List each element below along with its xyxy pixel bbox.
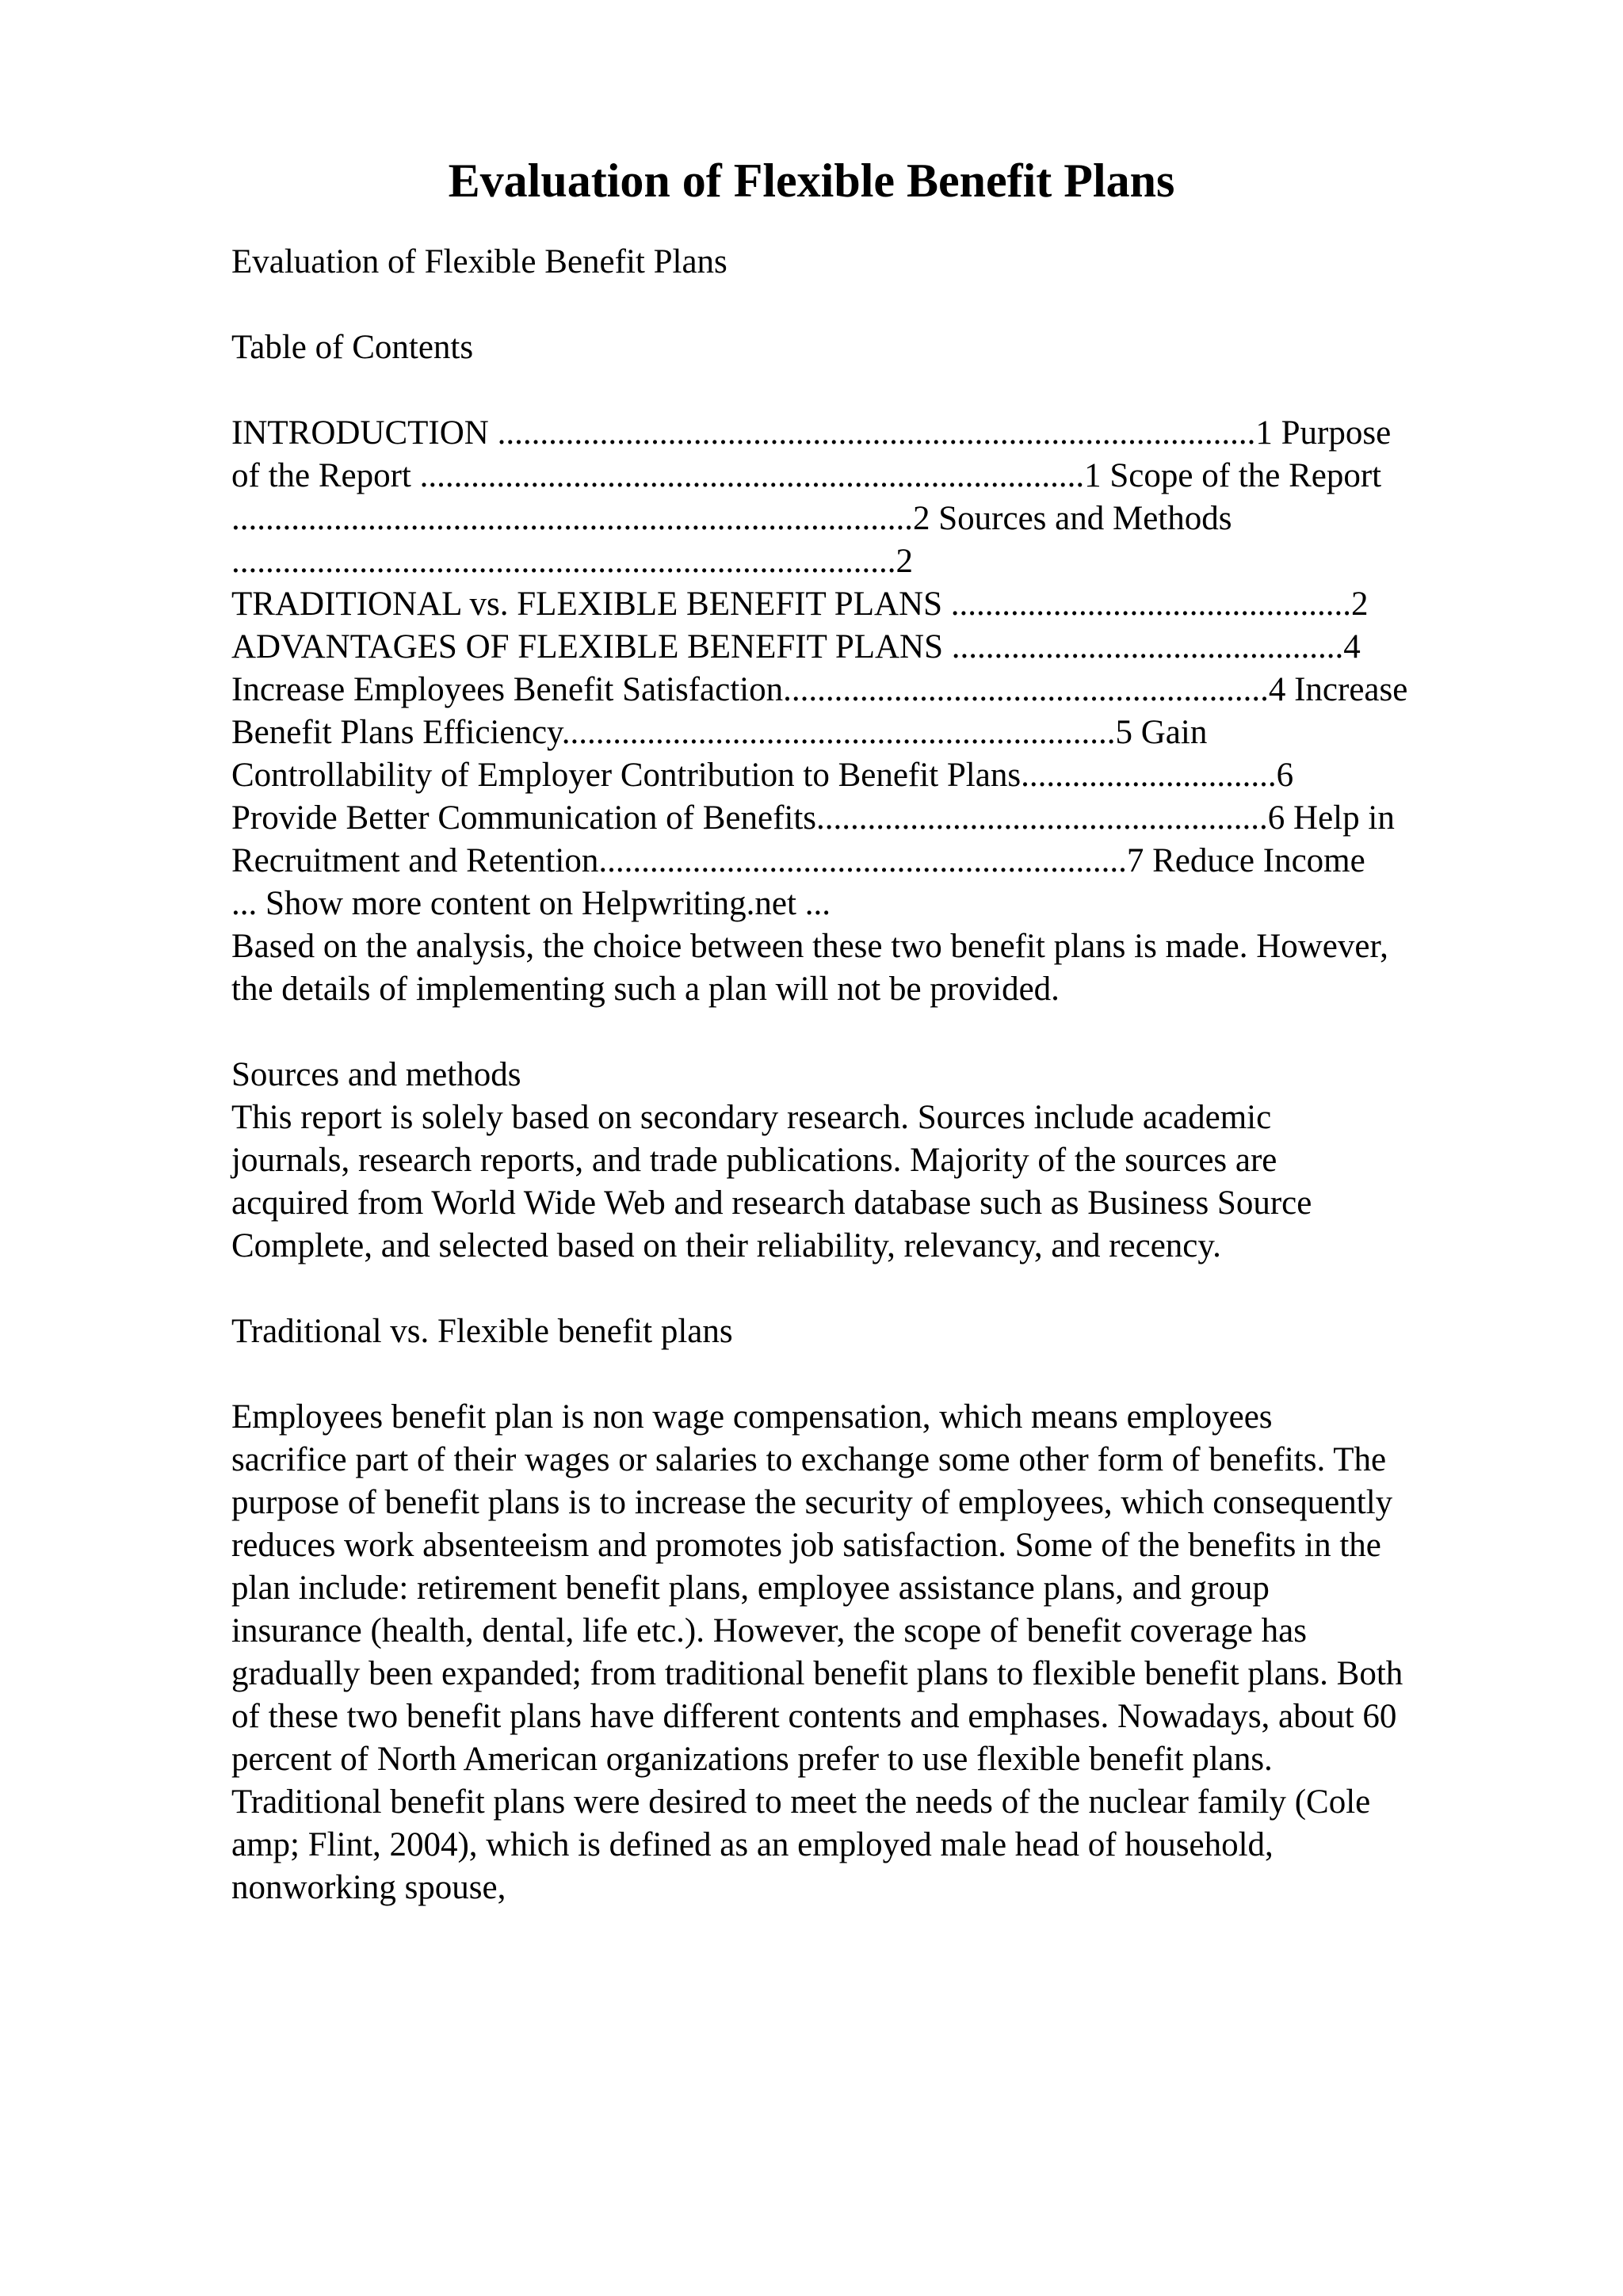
toc-line: Benefit Plans Efficiency.................................................................5 Gain [231, 714, 1208, 751]
toc-line: TRADITIONAL vs. FLEXIBLE BENEFIT PLANS ...............................................2 [231, 585, 1369, 623]
sources-paragraph [231, 1097, 1515, 1268]
paragraph-line: amp; Flint, 2004), which is defined as an employed male head of household, [231, 1826, 1274, 1863]
spacer [231, 284, 1515, 326]
paragraph-line: Employees benefit plan is non wage compensation, which means employees [231, 1398, 1273, 1436]
document-title: Evaluation of Flexible Benefit Plans [448, 154, 1175, 207]
paragraph-line: purpose of benefit plans is to increase the security of employees, which consequently [231, 1484, 1393, 1521]
spacer [231, 1268, 1515, 1310]
paragraph-line: gradually been expanded; from traditional benefit plans to flexible benefit plans. Both [231, 1655, 1403, 1692]
paragraph-line: Traditional benefit plans were desired to meet the needs of the nuclear family (Cole [231, 1783, 1371, 1821]
toc-line: Provide Better Communication of Benefits.....................................................6 Help in [231, 799, 1395, 837]
show-more-link: ... Show more content on Helpwriting.net ... [231, 885, 831, 922]
toc-line: Controllability of Employer Contribution to Benefit Plans..............................6 [231, 757, 1294, 794]
toc-heading: Table of Contents [231, 329, 474, 366]
document-subtitle: Evaluation of Flexible Benefit Plans [231, 243, 727, 280]
paragraph-line: This report is solely based on secondary research. Sources include academic [231, 1099, 1272, 1136]
document-body [231, 241, 1515, 1909]
spacer [231, 1011, 1515, 1054]
toc-line: of the Report ..............................................................................1 Scope of the Report [231, 457, 1382, 494]
paragraph-line: Based on the analysis, the choice between these two benefit plans is made. However, [231, 928, 1388, 965]
paragraph-line: reduces work absenteeism and promotes job satisfaction. Some of the benefits in the [231, 1527, 1381, 1564]
paragraph-line: acquired from World Wide Web and research database such as Business Source [231, 1184, 1312, 1222]
spacer [231, 1353, 1515, 1396]
paragraph-line: of these two benefit plans have different contents and emphases. Nowadays, about 60 [231, 1698, 1397, 1735]
toc-line: INTRODUCTION .........................................................................................1 Purpose [231, 414, 1392, 452]
toc-line: Increase Employees Benefit Satisfaction.........................................................4 Increase [231, 671, 1408, 708]
paragraph-line: the details of implementing such a plan will not be provided. [231, 971, 1060, 1008]
traditional-heading: Traditional vs. Flexible benefit plans [231, 1313, 733, 1350]
paragraph-line: journals, research reports, and trade publications. Majority of the sources are [231, 1142, 1277, 1179]
paragraph-line: percent of North American organizations prefer to use flexible benefit plans. [231, 1741, 1273, 1778]
spacer [231, 369, 1515, 412]
paragraph-line: nonworking spouse, [231, 1869, 506, 1906]
analysis-paragraph [231, 925, 1515, 1011]
toc-line: ..............................................................................2 [231, 543, 913, 580]
table-of-contents [231, 412, 1515, 925]
paragraph-line: insurance (health, dental, life etc.). However, the scope of benefit coverage has [231, 1612, 1307, 1650]
traditional-paragraph [231, 1396, 1515, 1909]
sources-heading: Sources and methods [231, 1056, 521, 1093]
toc-line: Recruitment and Retention..............................................................7 Reduce Income [231, 842, 1365, 879]
toc-line: ADVANTAGES OF FLEXIBLE BENEFIT PLANS ..............................................4 [231, 628, 1361, 666]
paragraph-line: Complete, and selected based on their reliability, relevancy, and recency. [231, 1227, 1221, 1264]
toc-line: ................................................................................2 Sources and Methods [231, 500, 1232, 537]
paragraph-line: plan include: retirement benefit plans, employee assistance plans, and group [231, 1569, 1270, 1607]
paragraph-line: sacrifice part of their wages or salaries to exchange some other form of benefits. The [231, 1441, 1387, 1478]
